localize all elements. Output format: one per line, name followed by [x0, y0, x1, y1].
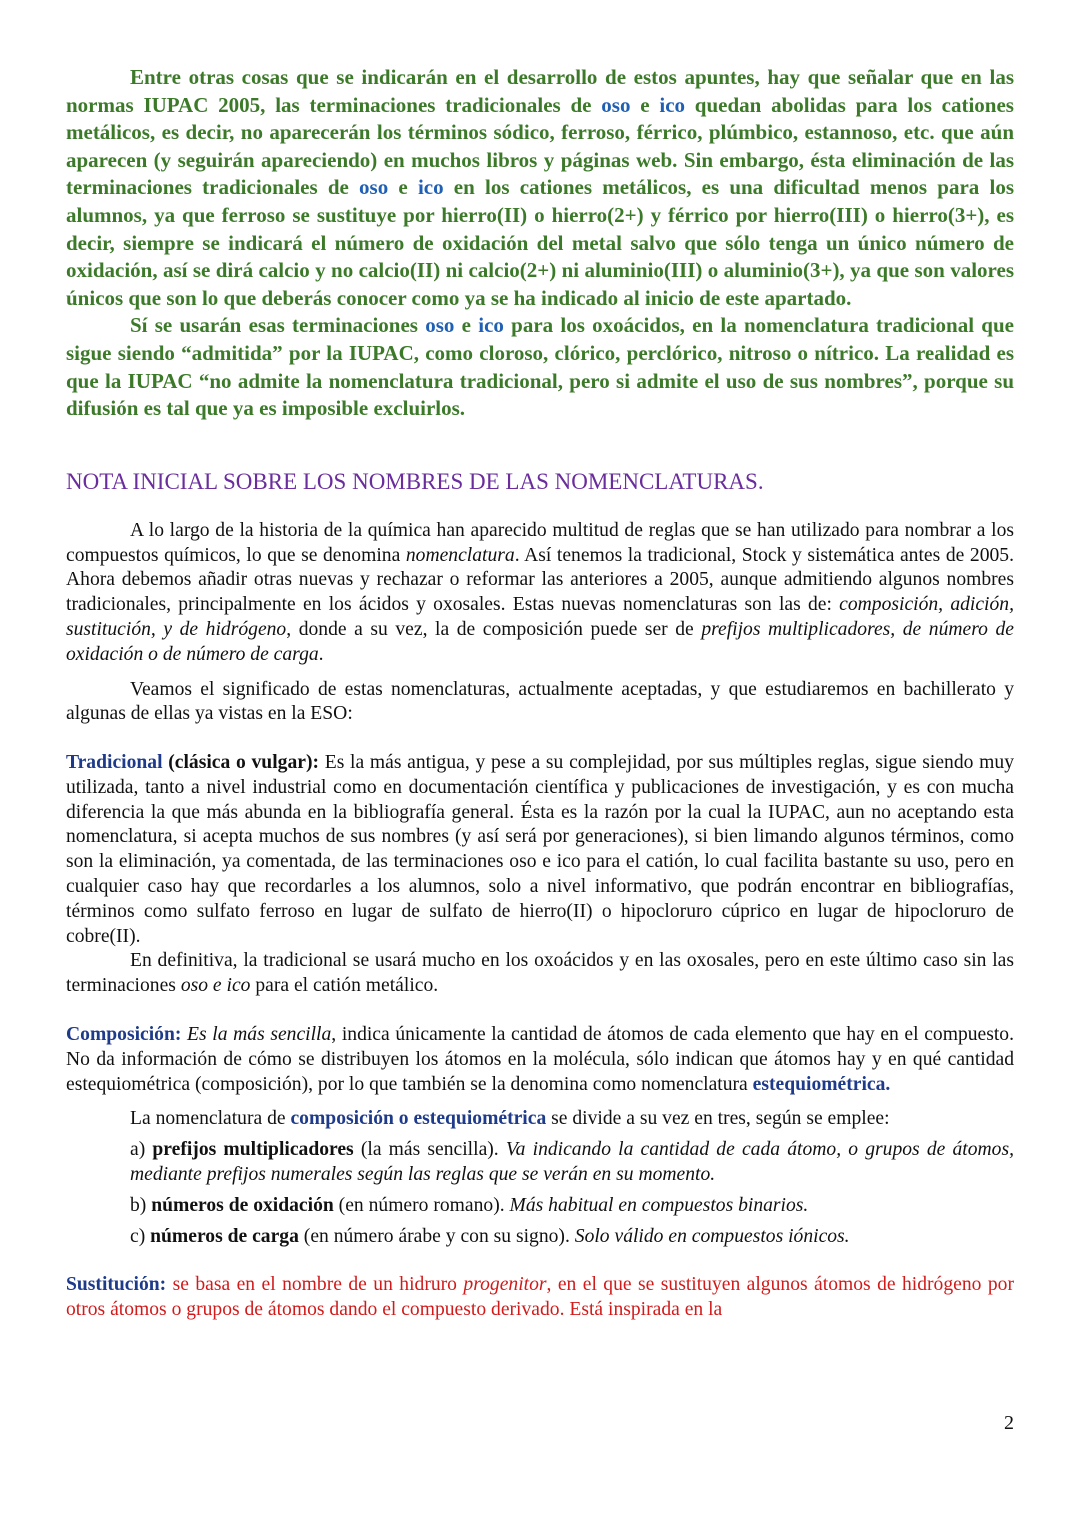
list-item: b) números de oxidación (en número romano). Más habitual en compuestos binarios. [130, 1194, 809, 1216]
sustitucion-paragraph: Sustitución: se basa en el nombre de un hidruro progenitor, en el que se sustituyen algunos átomos de hidrógeno por otros átomos o grupos de átomos dando el compuesto derivado. Está inspirada en la [66, 1274, 1014, 1321]
page-content [66, 64, 1014, 1323]
term-composicion: Composición: [66, 1024, 182, 1046]
nota-paragraph-2: Veamos el significado de estas nomenclaturas, actualmente aceptadas, y que estudiaremos en bachillerato y algunas de ellas ya vistas en la ESO: [66, 678, 1014, 725]
tradicional-paragraph: Tradicional (clásica o vulgar): Es la más antigua, y pese a su complejidad, por sus múltiples reglas, sigue siendo muy utilizada, tanto a nivel industrial como en documentación científica y publicaciones de investigación, y es con mucha diferencia la que más abunda en la bibliografía general. Ésta es la razón por la cual la IUPAC, aun no aceptando esta nomenclatura, si acepta muchos de sus nombres (y así será por generaciones), si bien limando algunos términos, como son la eliminación, ya comentada, de las terminaciones oso e ico para el catión, lo cual facilita bastante su uso, pero en cualquier caso hay que recordarles a los alumnos, solo a nivel informativo, que podrán encontrar en bibliografías, términos como sulfato ferroso en lugar de sulfato de hierro(II) o hipocloruro cúprico en lugar de hipocloruro de cobre(II). [66, 752, 1014, 947]
page-number: 2 [1004, 1412, 1014, 1434]
term-oso: oso [601, 92, 631, 117]
list-item: a) prefijos multiplicadores (la más sencilla). Va indicando la cantidad de cada átomo, o grupos de átomos, mediante prefijos numerales según las reglas que se verán en su momento. [130, 1139, 1014, 1186]
tradicional-paragraph-2: En definitiva, la tradicional se usará mucho en los oxoácidos y en las oxosales, pero en este último caso sin las terminaciones oso e ico para el catión metálico. [66, 950, 1014, 997]
term-sustitucion: Sustitución: [66, 1274, 167, 1296]
composicion-subparagraph: La nomenclatura de composición o estequiométrica se divide a su vez en tres, según se emplee: [130, 1108, 890, 1130]
nota-paragraph-1: A lo largo de la historia de la química han aparecido multitud de reglas que se han utilizado para nombrar a los compuestos químicos, lo que se denomina nomenclatura. Así tenemos la tradicional, Stock y sistemática antes de 2005. Ahora debemos añadir otras nuevas y rechazar o reformar las anteriores a 2005, aunque admitiendo algunos nombres tradicionales, principalmente en los ácidos y oxosales. Estas nuevas nomenclaturas son las de: composición, adición, sustitución, y de hidrógeno, donde a su vez, la de composición puede ser de prefijos multiplicadores, de número de oxidación o de número de carga. [66, 519, 1014, 665]
composicion-list [66, 1138, 1014, 1249]
term-tradicional: Tradicional [66, 752, 163, 774]
intro-paragraph-1: Entre otras cosas que se indicarán en el desarrollo de estos apuntes, hay que señalar que en las normas IUPAC 2005, las terminaciones tradicionales de oso e ico quedan abolidas para los cationes metálicos, es decir, no aparecerán los términos sódico, ferroso, férrico, plúmbico, estannoso, etc. que aún aparecen (y seguirán apareciendo) en muchos libros y páginas web. Sin embargo, ésta eliminación de las terminaciones tradicionales de oso e ico en los cationes metálicos, es una dificultad menos para los alumnos, ya que ferroso se sustituye por hierro(II) o hierro(2+) y férrico por hierro(III) o hierro(3+), es decir, siempre se indicará el número de oxidación del metal salvo que sólo tenga un único número de oxidación, así se dirá calcio y no calcio(II) ni calcio(2+) ni aluminio(III) o aluminio(3+), ya que son valores únicos que son lo que deberás conocer como ya se ha indicado al inicio de este apartado. [66, 65, 1014, 310]
term-ico: ico [659, 92, 686, 117]
list-item: c) números de carga (en número árabe y con su signo). Solo válido en compuestos iónicos. [130, 1225, 850, 1247]
term-estequiometrica: estequiométrica. [752, 1073, 891, 1095]
term-oso: oso [425, 313, 455, 338]
term-ico: ico [417, 175, 444, 200]
composicion-paragraph: Composición: Es la más sencilla, indica únicamente la cantidad de átomos de cada elemento que hay en el compuesto. No da información de cómo se distribuyen los átomos en la molécula, sólo indican que átomos hay y en qué cantidad estequiométrica (composición), por lo que también se la denomina como nomenclatura estequiométrica. [66, 1024, 1014, 1095]
term-oso: oso [359, 175, 389, 200]
term-ico: ico [478, 313, 504, 338]
intro-paragraph-2: Sí se usarán esas terminaciones oso e ico para los oxoácidos, en la nomenclatura tradicional que sigue siendo “admitida” por la IUPAC, como cloroso, clórico, perclórico, nitroso o nítrico. La realidad es que la IUPAC “no admite la nomenclatura tradicional, pero si admite el uso de sus nombres”, porque su difusión es tal que ya es imposible excluirlos. [66, 313, 1014, 421]
section-heading: NOTA INICIAL SOBRE LOS NOMBRES DE LAS NOMENCLATURAS. [66, 468, 764, 494]
